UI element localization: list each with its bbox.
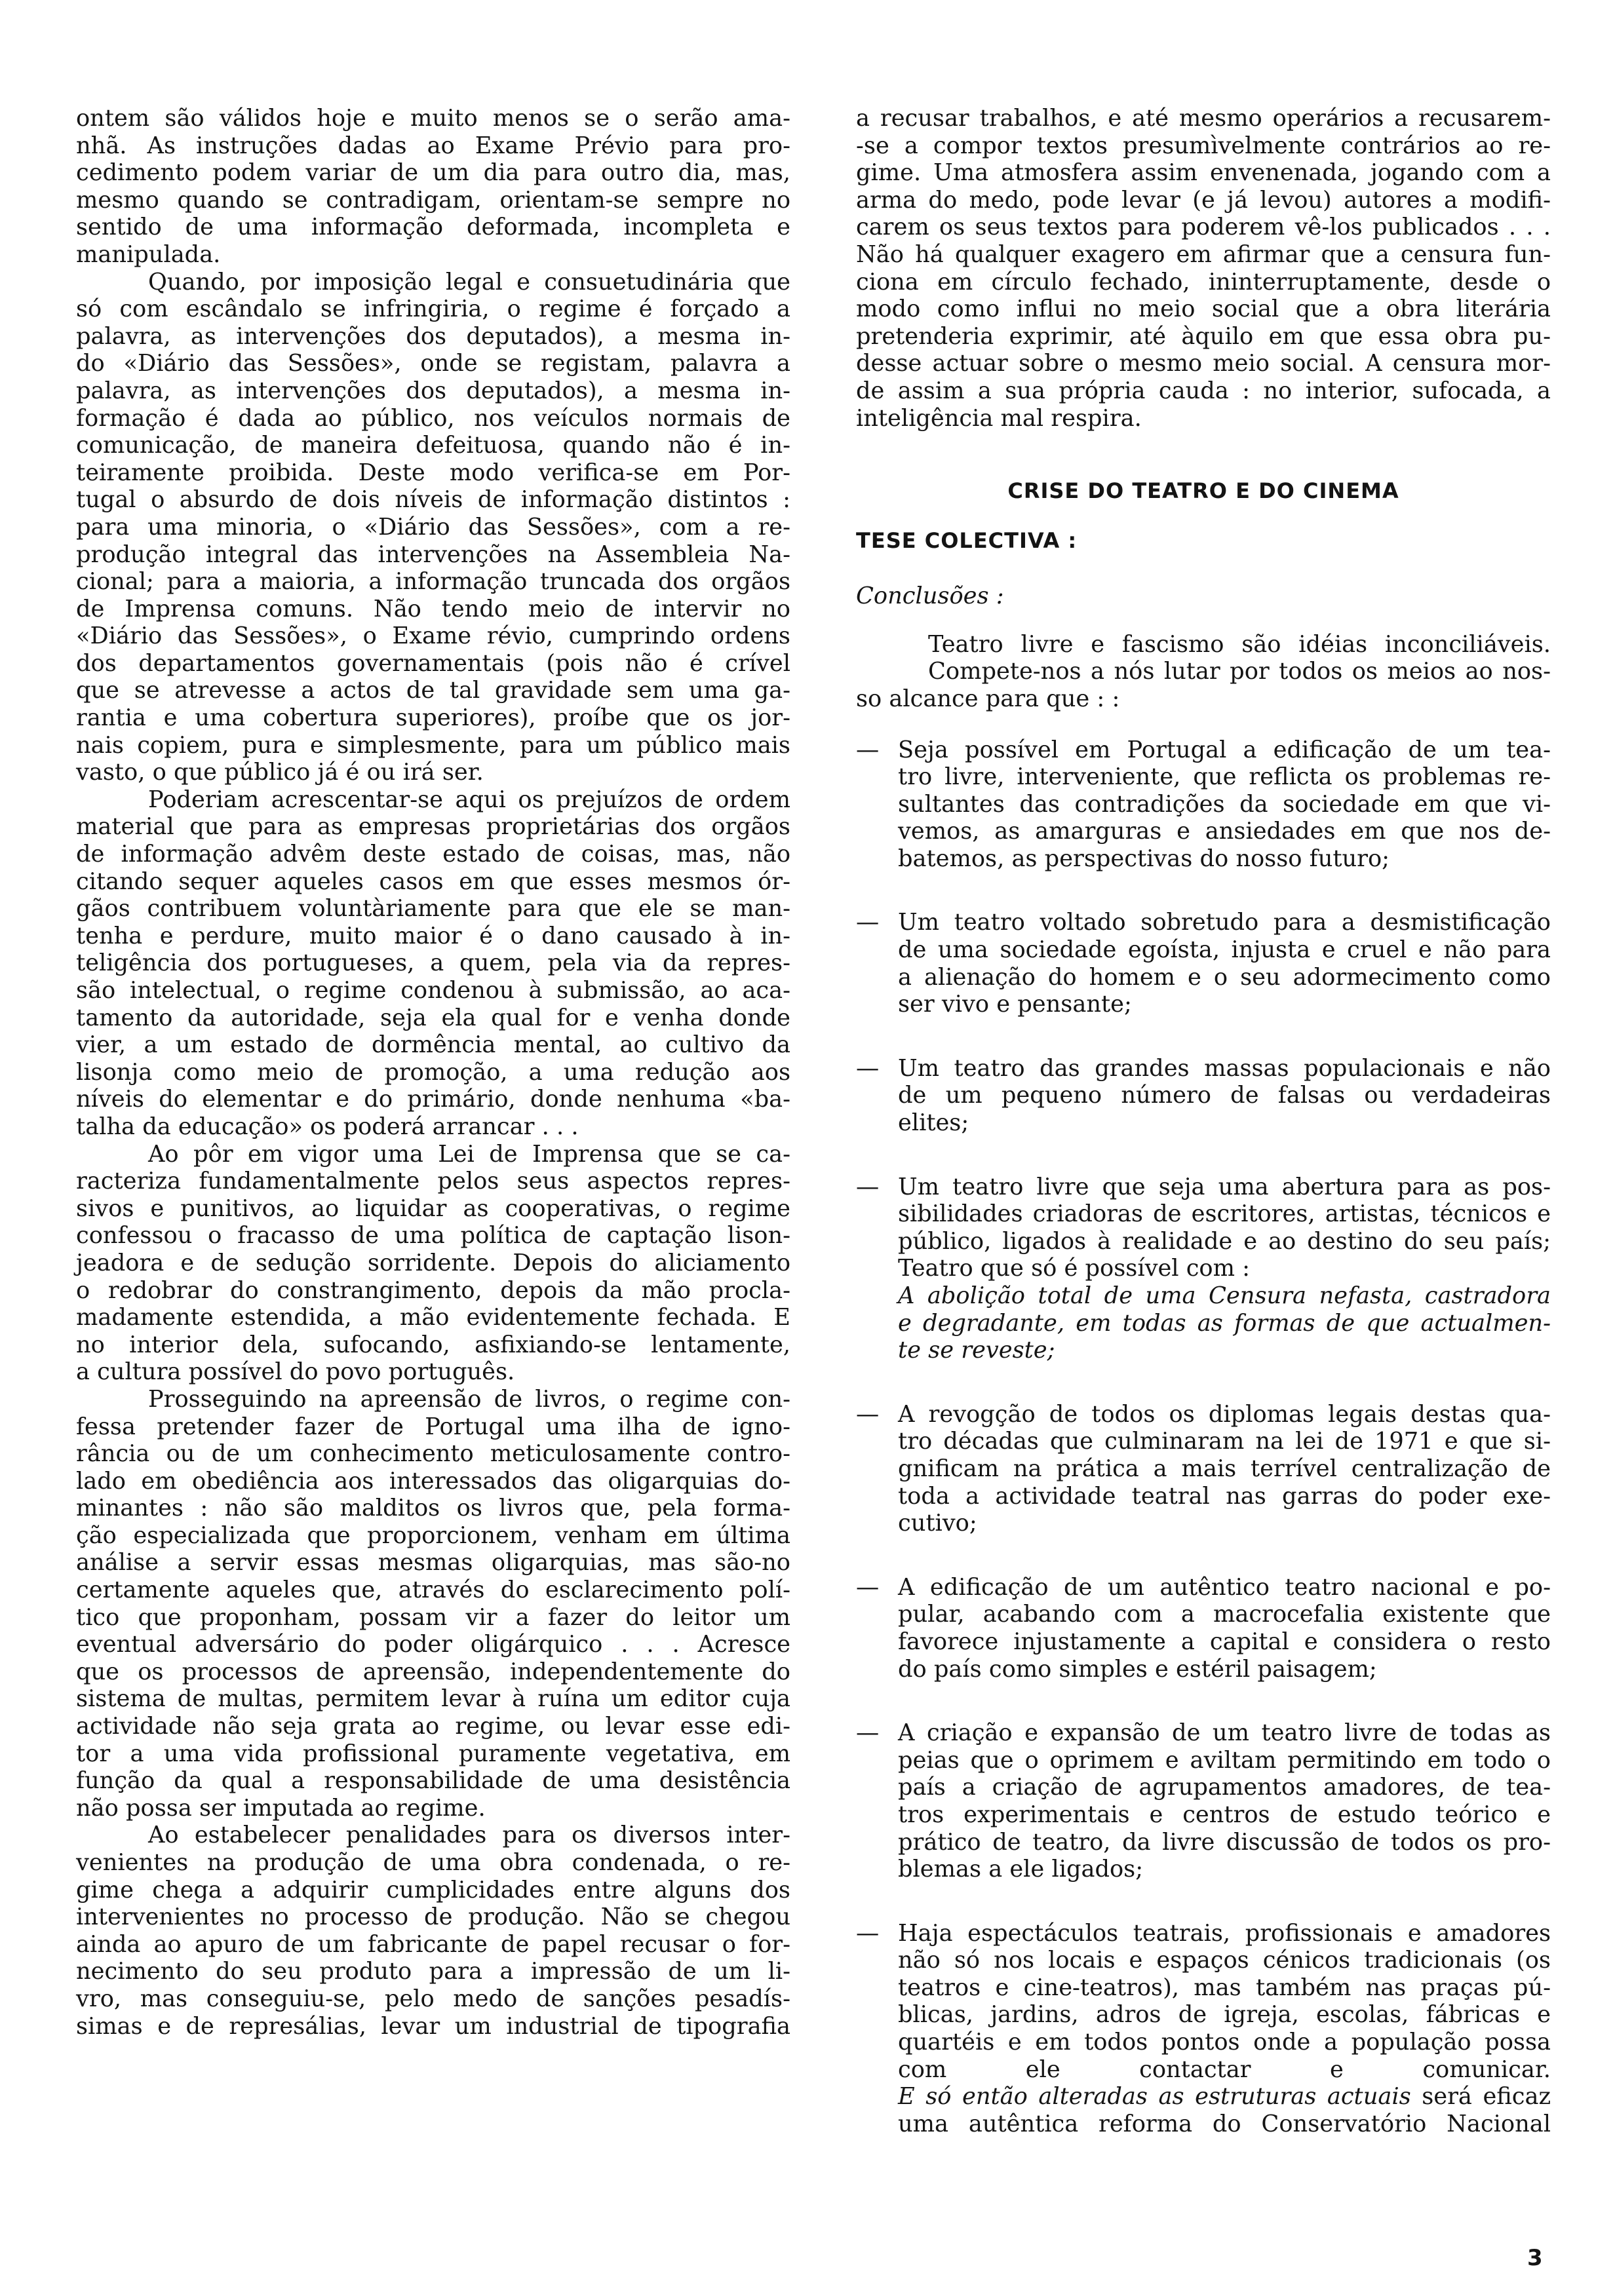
dash-marker: — <box>856 736 880 763</box>
paragraph <box>76 1822 790 2040</box>
text-line: ainda ao apuro de um fabricante de papel recusar o for- <box>76 1930 790 1958</box>
text-line: vier, a um estado de dormência mental, ao cultivo da <box>76 1031 790 1059</box>
text-line: do «Diário das Sessões», onde se registam, palavra a <box>76 350 790 377</box>
text-line: uma autêntica reforma do Conservatório Nacional <box>898 2110 1551 2137</box>
conclusions-list <box>856 737 1551 2138</box>
paragraph <box>76 1386 790 1822</box>
text-line: favorece injustamente a capital e considera o resto <box>898 1628 1551 1655</box>
text-line: pretenderia exprimir, até àquilo em que essa obra pu- <box>856 322 1551 350</box>
text-line: simas e de represálias, levar um industrial de tipografia <box>76 2012 790 2040</box>
dash-marker: — <box>856 1054 880 1082</box>
text-line: Um teatro voltado sobretudo para a desmistificação <box>898 909 1551 936</box>
conclusion-text <box>898 1174 1551 1364</box>
text-line: Prosseguindo na apreensão de livros, o regime con- <box>148 1385 790 1413</box>
text-line: função da qual a responsabilidade de uma desistência <box>76 1767 790 1795</box>
text-line: nhã. As instruções dadas ao Exame Prévio para pro- <box>76 132 790 159</box>
text-line: de uma sociedade egoísta, injusta e cruel e não para <box>898 936 1551 964</box>
text-line: gime. Uma atmosfera assim envenenada, jogando com a <box>856 159 1551 187</box>
text-line: ontem são válidos hoje e muito menos se o serão ama- <box>76 105 790 132</box>
left-column <box>76 105 790 2040</box>
text-line: inteligência mal respira. <box>856 404 1142 432</box>
text-line: eventual adversário do poder oligárquico . . . Acresce <box>76 1631 790 1658</box>
text-line: blemas a ele ligados; <box>898 1856 1144 1883</box>
text-line: a recusar trabalhos, e até mesmo operários a recusarem- <box>856 105 1551 132</box>
text-line: dos departamentos governamentais (pois não é crível <box>76 649 790 677</box>
text-line: a cultura possível do povo português. <box>76 1358 515 1386</box>
text-line: peias que o oprimem e aviltam permitindo em todo o <box>898 1746 1551 1774</box>
text-line: público, ligados à realidade e ao destino do seu país; <box>898 1227 1551 1255</box>
conclusion-item <box>856 1574 1551 1683</box>
text-line: no interior dela, sufocando, asfixiando-se lentamente, <box>76 1331 790 1358</box>
text-line: vemos, as amarguras e ansiedades em que nos de- <box>898 818 1551 845</box>
intro-paragraph <box>856 631 1551 713</box>
section-title: CRISE DO TEATRO E DO CINEMA <box>1007 478 1399 504</box>
conclusion-text <box>898 1920 1551 2138</box>
dash-marker: — <box>856 1400 880 1428</box>
text-line: de assim a sua própria cauda : no interior, sufocada, a <box>856 377 1551 404</box>
text-line: A criação e expansão de um teatro livre de todas as <box>898 1719 1551 1747</box>
text-line: a alienação do homem e o seu adormecimento como <box>898 963 1551 991</box>
text-line: arma do medo, pode levar (e já levou) autores a modifi- <box>856 186 1551 214</box>
text-line: sivos e punitivos, ao liquidar as cooperativas, o regime <box>76 1195 790 1222</box>
conclusion-item <box>856 909 1551 1018</box>
text-line: citando sequer aqueles casos em que esses mesmos ór- <box>76 868 790 895</box>
text-line: cedimento podem variar de um dia para outro dia, mas, <box>76 159 790 187</box>
text-line: carem os seus textos para poderem vê-los publicados . . . <box>856 214 1551 241</box>
text-line: pular, acabando com a macrocefalia existente que <box>898 1601 1551 1628</box>
text-line: teatros e cine-teatros), mas também nas praças pú- <box>898 1974 1551 2001</box>
text-line: o redobrar do constrangimento, depois da mão procla- <box>76 1276 790 1304</box>
text-line: sentido de uma informação deformada, incompleta e <box>76 214 790 241</box>
text-line: de um pequeno número de falsas ou verdadeiras <box>898 1082 1551 1109</box>
text-line: sibilidades criadoras de escritores, artistas, técnicos e <box>898 1200 1551 1228</box>
text-line: lado em obediência aos interessados das oligarquias do- <box>76 1467 790 1495</box>
text-line: do país como simples e estéril paisagem; <box>898 1655 1377 1683</box>
text-line: Ao estabelecer penalidades para os diversos inter- <box>148 1822 790 1849</box>
text-line: só com escândalo se infringiria, o regime é forçado a <box>76 296 790 323</box>
text-line: Compete-nos a nós lutar por todos os meios ao nos- <box>928 658 1551 685</box>
dash-marker: — <box>856 1919 880 1947</box>
text-line: rantia e uma cobertura superiores), proíbe que os jor- <box>76 704 790 732</box>
text-line: mesmo quando se contradigam, orientam-se sempre no <box>76 186 790 214</box>
text-line: vasto, o que público já é ou irá ser. <box>76 759 484 786</box>
text-line: te se reveste; <box>898 1337 1055 1364</box>
text-line: teligência dos portugueses, a quem, pela via da repres- <box>76 949 790 977</box>
text-line: desse actuar sobre o mesmo meio social. A censura mor- <box>856 350 1551 377</box>
text-line: so alcance para que : : <box>856 685 1120 712</box>
text-line: talha da educação» os poderá arrancar . . . <box>76 1113 579 1140</box>
text-line: batemos, as perspectivas do nosso futuro; <box>898 845 1390 872</box>
text-line: rância ou de um conhecimento meticulosamente contro- <box>76 1440 790 1468</box>
text-line: Poderiam acrescentar-se aqui os prejuízos de ordem <box>148 786 790 813</box>
text-line: gãos contribuem voluntàriamente para que ele se man- <box>76 895 790 923</box>
text-line: quartéis e em todos pontos onde a população possa <box>898 2029 1551 2056</box>
conclusion-item <box>856 1174 1551 1364</box>
text-line: níveis do elementar e do primário, donde nenhuma «ba- <box>76 1086 790 1113</box>
paragraph <box>76 786 790 1141</box>
text-line: gime chega a adquirir cumplicidades entre alguns dos <box>76 1876 790 1904</box>
text-line: tro livre, interveniente, que reflicta os problemas re- <box>898 763 1551 791</box>
dash-marker: — <box>856 1173 880 1200</box>
text-line: ciona em círculo fechado, ininterruptamente, desde o <box>856 268 1551 296</box>
text-line: -se a compor textos presumìvelmente contrários ao re- <box>856 132 1551 159</box>
conclusion-text <box>898 1055 1551 1137</box>
text-line: ser vivo e pensante; <box>898 991 1132 1018</box>
conclusions-label: Conclusões : <box>856 583 1004 610</box>
text-line: palavra, as intervenções dos deputados), a mesma in- <box>76 377 790 404</box>
text-line: com ele contactar e comunicar. <box>898 2056 1551 2083</box>
text-line: gnificam na prática a mais terrível centralização de <box>898 1455 1551 1482</box>
text-fragment: será eficaz <box>1411 2083 1551 2111</box>
text-line: sistema de multas, permitem levar à ruína um editor cuja <box>76 1685 790 1713</box>
italic-phrase: E só então alteradas as estruturas actuais <box>898 2083 1411 2111</box>
conclusion-text <box>898 1719 1551 1883</box>
text-line: Ao pôr em vigor uma Lei de Imprensa que se ca- <box>148 1140 790 1168</box>
text-line: sultantes das contradições da sociedade em que vi- <box>898 790 1551 818</box>
text-line: lisonja como meio de promoção, a uma redução aos <box>76 1058 790 1086</box>
text-line: teiramente proibida. Deste modo verifica-se em Por- <box>76 459 790 486</box>
text-line: modo como influi no meio social que a obra literária <box>856 296 1551 323</box>
text-line: comunicação, de maneira defeituosa, quando não é in- <box>76 432 790 459</box>
text-line: A edificação de um autêntico teatro nacional e po- <box>898 1573 1551 1601</box>
text-line: palavra, as intervenções dos deputados), a mesma in- <box>76 322 790 350</box>
text-line: blicas, jardins, adros de igreja, escolas, fábricas e <box>898 2001 1551 2029</box>
text-line: tico que proponham, possam vir a fazer do leitor um <box>76 1603 790 1631</box>
text-line: venientes na produção de uma obra condenada, o re- <box>76 1849 790 1876</box>
text-line: manipulada. <box>76 240 221 268</box>
conclusion-text <box>898 1401 1551 1537</box>
text-line: tro décadas que culminaram na lei de 1971 e que si- <box>898 1428 1551 1455</box>
text-line: país a criação de agrupamentos amadores, de tea- <box>898 1774 1551 1801</box>
text-line: de informação advêm deste estado de coisas, mas, não <box>76 841 790 868</box>
text-line <box>898 2083 1551 2111</box>
text-line: produção integral das intervenções na Assembleia Na- <box>76 541 790 568</box>
text-line: análise a servir essas mesmas oligarquias, mas são-no <box>76 1549 790 1577</box>
text-line: e degradante, em todas as formas de que actualmen- <box>898 1309 1551 1337</box>
text-line: elites; <box>898 1109 969 1137</box>
text-line: material que para as empresas proprietárias dos orgãos <box>76 813 790 841</box>
text-line: que os processos de apreensão, independentemente do <box>76 1658 790 1685</box>
text-line: não possa ser imputada ao regime. <box>76 1794 486 1822</box>
conclusion-item <box>856 1055 1551 1137</box>
text-line: que se atrevesse a actos de tal gravidade sem uma ga- <box>76 677 790 704</box>
conclusion-text <box>898 737 1551 873</box>
text-line: prático de teatro, da livre discussão de todos os pro- <box>898 1828 1551 1856</box>
text-line: tamento da autoridade, seja ela qual for e venha donde <box>76 1004 790 1031</box>
conclusion-item <box>856 1920 1551 2138</box>
text-line: tenha e perdure, muito maior é o dano causado à in- <box>76 922 790 949</box>
text-line: Um teatro das grandes massas populacionais e não <box>898 1054 1551 1082</box>
page-number: 3 <box>1527 2245 1543 2271</box>
text-line: vro, mas conseguiu-se, pelo medo de sanções pesadís- <box>76 1985 790 2012</box>
text-line: A abolição total de uma Censura nefasta, castradora <box>898 1282 1551 1309</box>
text-line: actividade não seja grata ao regime, ou levar esse edi- <box>76 1713 790 1740</box>
text-line: racteriza fundamentalmente pelos seus aspectos repres- <box>76 1168 790 1195</box>
text-line: «Diário das Sessões», o Exame révio, cumprindo ordens <box>76 622 790 650</box>
text-line: Haja espectáculos teatrais, profissionais e amadores <box>898 1919 1551 1947</box>
text-line: A revogção de todos os diplomas legais destas qua- <box>898 1400 1551 1428</box>
paragraph <box>76 269 790 786</box>
subsection-title: TESE COLECTIVA : <box>856 528 1078 554</box>
conclusion-item <box>856 1719 1551 1883</box>
dash-marker: — <box>856 909 880 936</box>
text-line: tros experimentais e centros de estudo teórico e <box>898 1801 1551 1828</box>
text-line: cional; para a maioria, a informação truncada dos orgãos <box>76 568 790 596</box>
text-line: não só nos locais e espaços cénicos tradicionais (os <box>898 1947 1551 1974</box>
text-line: certamente aqueles que, através do esclarecimento polí- <box>76 1577 790 1604</box>
text-line: ção especializada que proporcionem, venham em última <box>76 1521 790 1549</box>
text-line: minantes : não são malditos os livros que, pela forma- <box>76 1495 790 1522</box>
text-line: necimento do seu produto para a impressão de um li- <box>76 1958 790 1985</box>
right-top-paragraph <box>856 105 1551 432</box>
text-line: fessa pretender fazer de Portugal uma ilha de igno- <box>76 1413 790 1440</box>
conclusion-text <box>898 909 1551 1018</box>
conclusion-item <box>856 1401 1551 1537</box>
text-line: Teatro livre e fascismo são idéias inconciliáveis. <box>928 630 1551 658</box>
text-line: confessou o fracasso de uma política de captação lison- <box>76 1222 790 1250</box>
paragraph <box>76 1141 790 1386</box>
text-line: para uma minoria, o «Diário das Sessões», com a re- <box>76 513 790 541</box>
text-line: Quando, por imposição legal e consuetudinária que <box>148 268 790 296</box>
text-line: Seja possível em Portugal a edificação de um tea- <box>898 736 1551 763</box>
text-line: tugal o absurdo de dois níveis de informação distintos : <box>76 486 790 514</box>
conclusion-text <box>898 1574 1551 1683</box>
text-line: tor a uma vida profissional puramente vegetativa, em <box>76 1740 790 1767</box>
text-line: toda a actividade teatral nas garras do poder exe- <box>898 1482 1551 1510</box>
text-line: intervenientes no processo de produção. Não se chegou <box>76 1904 790 1931</box>
text-line: Não há qualquer exagero em afirmar que a censura fun- <box>856 240 1551 268</box>
text-line: jeadora e de sedução sorridente. Depois do aliciamento <box>76 1249 790 1276</box>
text-line: Teatro que só é possível com : <box>898 1255 1251 1282</box>
paragraph <box>76 105 790 269</box>
dash-marker: — <box>856 1573 880 1601</box>
dash-marker: — <box>856 1719 880 1747</box>
text-line: cutivo; <box>898 1510 977 1537</box>
right-column <box>856 105 1551 2174</box>
text-line: Um teatro livre que seja uma abertura para as pos- <box>898 1173 1551 1200</box>
text-line: de Imprensa comuns. Não tendo meio de intervir no <box>76 595 790 622</box>
text-line: nais copiem, pura e simplesmente, para um público mais <box>76 731 790 759</box>
text-line: são intelectual, o regime condenou à submissão, ao aca- <box>76 977 790 1004</box>
text-line: madamente estendida, a mão evidentemente fechada. E <box>76 1304 790 1331</box>
text-line: formação é dada ao público, nos veículos normais de <box>76 404 790 432</box>
conclusion-item <box>856 737 1551 873</box>
